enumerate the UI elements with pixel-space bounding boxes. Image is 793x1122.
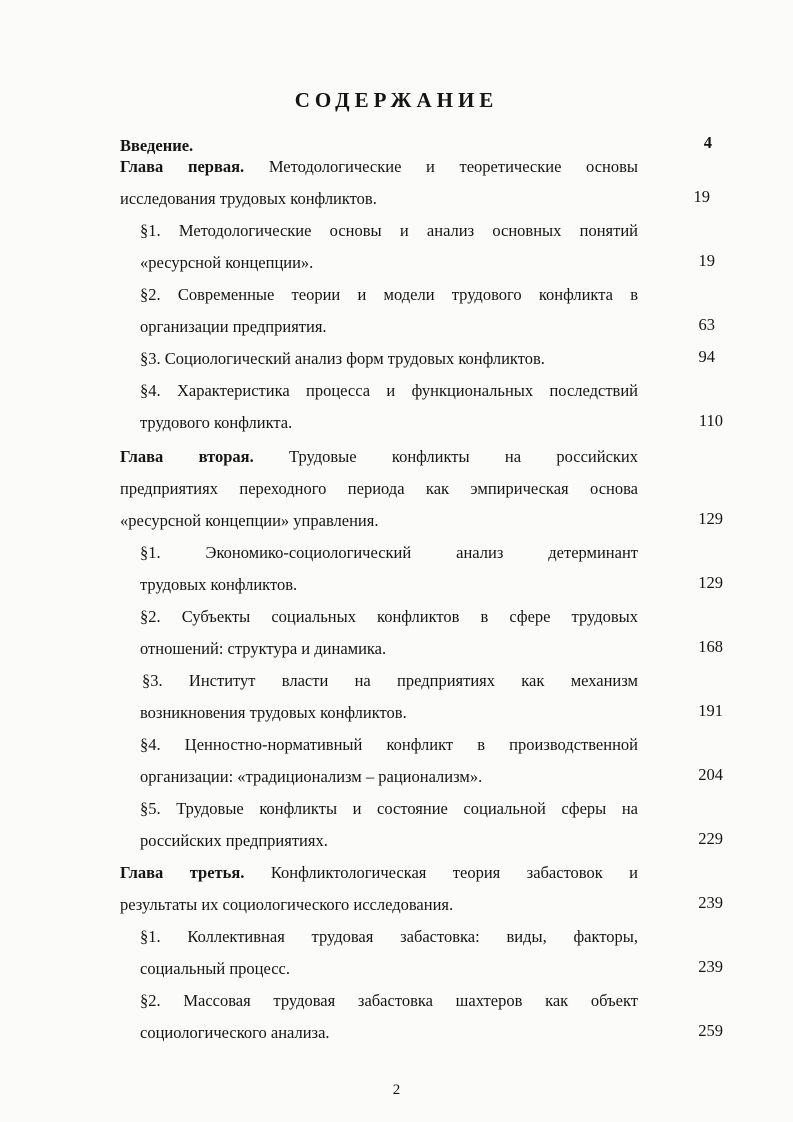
toc-chapter-1-page: 19 [693,187,710,206]
toc-ch1-section-4-line-2: трудового конфликта. [140,413,293,432]
toc-chapter-1-line-2: исследования трудовых конфликтов. [120,189,377,208]
toc-ch2-section-5-line-1: §5. Трудовые конфликты и состояние социальной сферы на [140,799,638,818]
toc-chapter-3-title: Конфликтологическая теория забастовок и [270,863,639,882]
page-number: 2 [392,1082,401,1098]
page-title: СОДЕРЖАНИЕ [294,88,499,112]
toc-ch1-section-1-line-1: §1. Методологические основы и анализ основных понятий [140,221,638,240]
toc-chapter-2-title: Трудовые конфликты на российских [289,447,639,466]
toc-ch1-section-4-line-1: §4. Характеристика процесса и функциональных последствий [140,381,638,400]
toc-chapter-2-page: 129 [698,509,723,528]
toc-chapter-3-heading: Глава третья. [120,863,245,882]
toc-ch2-section-1-page: 129 [698,573,723,592]
toc-ch3-section-1-line-2: социальный процесс. [140,959,290,978]
toc-ch3-section-2-line-1: §2. Массовая трудовая забастовка шахтеров как объект [140,991,638,1010]
toc-ch3-section-1-line-1: §1. Коллективная трудовая забастовка: виды, факторы, [140,927,638,946]
toc-intro-label: Введение. [120,136,194,155]
toc-ch1-section-2-line-2: организации предприятия. [140,317,327,336]
toc-chapter-1-line-1 [120,157,638,177]
toc-chapter-1-heading: Глава первая. [120,157,245,176]
toc-chapter-2-line-3: «ресурсной концепции» управления. [120,511,379,530]
toc-chapter-2-heading: Глава вторая. [120,447,254,466]
toc-chapter-1-title: Методологические и теоретические основы [268,157,639,176]
toc-ch2-section-5-line-2: российских предприятиях. [140,831,328,850]
toc-ch2-section-4-line-1: §4. Ценностно-нормативный конфликт в производственной [140,735,638,754]
toc-ch3-section-1-page: 239 [698,957,723,976]
toc-ch2-section-4-line-2: организации: «традиционализм – рационализм». [140,767,483,786]
toc-ch2-section-3-page: 191 [698,701,723,720]
toc-ch2-section-2-page: 168 [698,637,723,656]
toc-ch2-section-3-line-2: возникновения трудовых конфликтов. [140,703,407,722]
toc-ch1-section-3-page: 94 [698,347,715,366]
toc-ch1-section-3-line-1: §3. Социологический анализ форм трудовых конфликтов. [140,349,545,368]
toc-ch3-section-2-page: 259 [698,1021,723,1040]
toc-ch1-section-1-line-2: «ресурсной концепции». [140,253,314,272]
toc-ch1-section-4-page: 110 [698,411,723,430]
toc-ch1-section-2-line-1: §2. Современные теории и модели трудового конфликта в [140,285,638,304]
toc-intro-page: 4 [703,133,712,152]
toc-ch2-section-5-page: 229 [698,829,723,848]
toc-chapter-2-line-2: предприятиях переходного периода как эмпирическая основа [120,479,638,498]
toc-ch2-section-1-line-2: трудовых конфликтов. [140,575,298,594]
toc-ch2-section-4-page: 204 [698,765,723,784]
toc-ch2-section-2-line-1: §2. Субъекты социальных конфликтов в сфере трудовых [140,607,638,626]
toc-chapter-2-line-1 [120,447,638,467]
toc-ch1-section-1-page: 19 [698,251,715,270]
toc-ch2-section-3-line-1: §3. Институт власти на предприятиях как механизм [142,671,638,690]
toc-chapter-3-page: 239 [698,893,723,912]
toc-chapter-3-line-1 [120,863,638,883]
toc-ch1-section-2-page: 63 [698,315,715,334]
toc-ch2-section-2-line-2: отношений: структура и динамика. [140,639,387,658]
toc-ch3-section-2-line-2: социологического анализа. [140,1023,330,1042]
toc-ch2-section-1-line-1: §1. Экономико-социологический анализ детерминант [140,543,638,562]
toc-chapter-3-line-2: результаты их социологического исследования. [120,895,454,914]
